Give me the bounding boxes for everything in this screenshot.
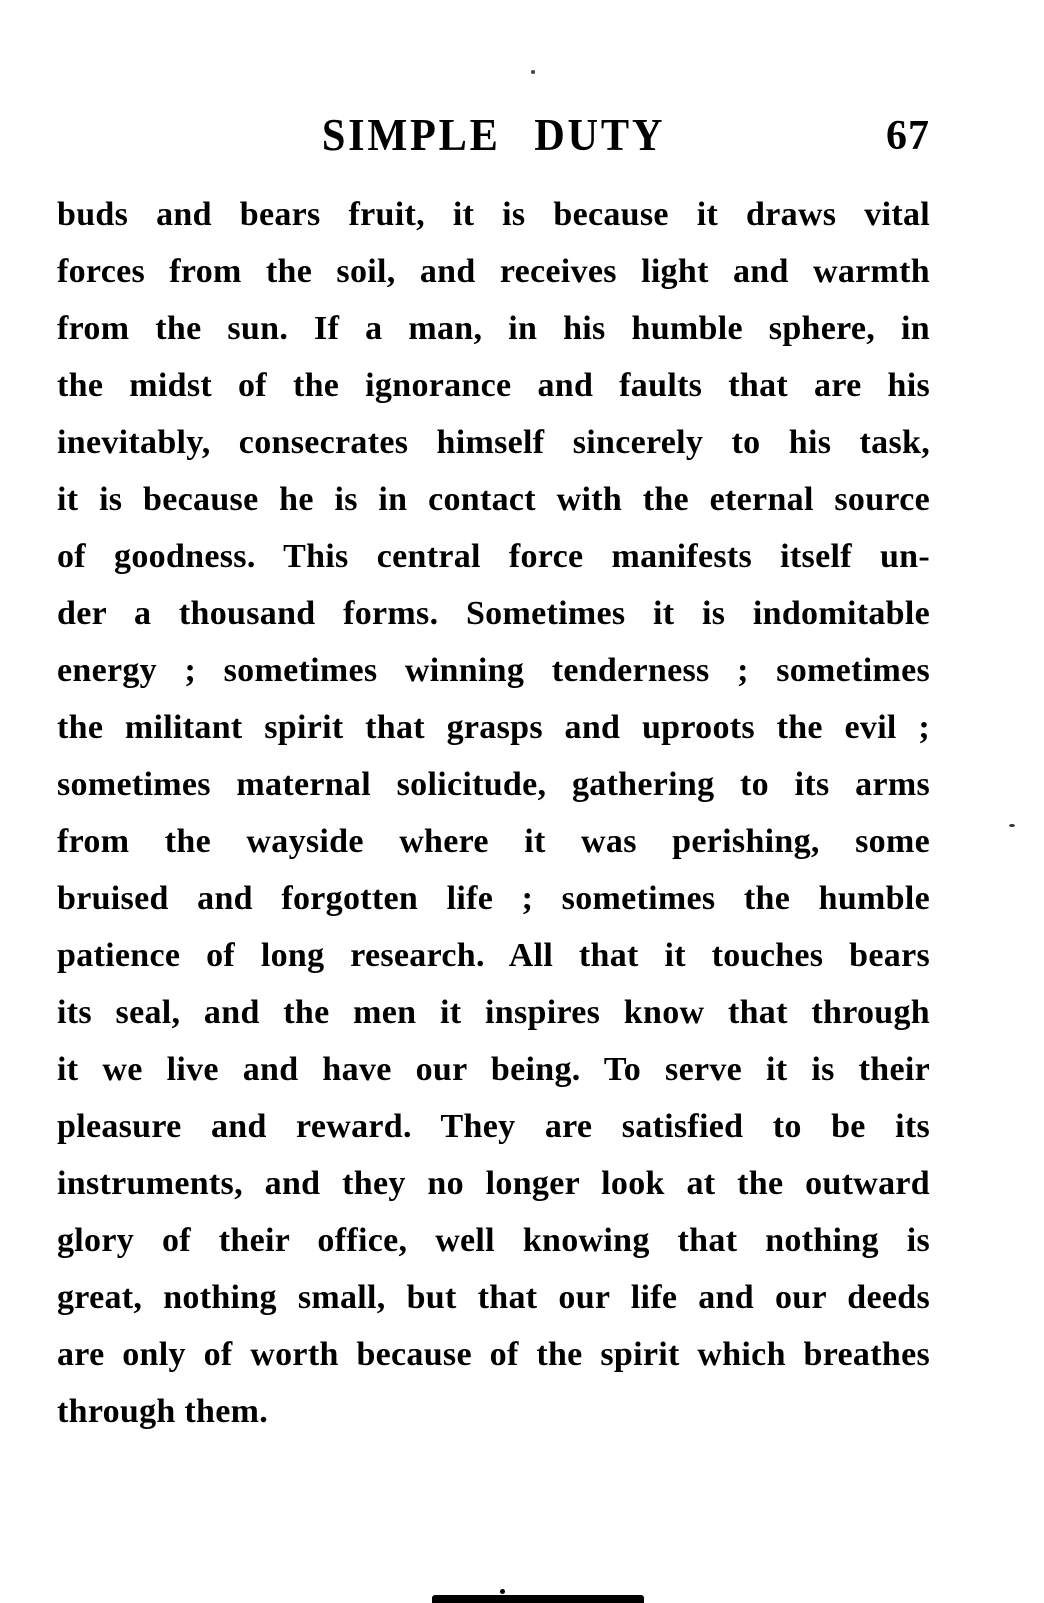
scan-artifact-bar <box>432 1595 644 1603</box>
text-line: through them. <box>57 1393 269 1430</box>
text-line: bruised and forgotten life ; sometimes the humble <box>57 880 930 917</box>
page-header <box>57 110 930 160</box>
text-line: buds and bears fruit, it is because it draws vital <box>57 196 930 233</box>
text-line: the midst of the ignorance and faults that are his <box>57 367 930 404</box>
text-line: inevitably, consecrates himself sincerely to his task, <box>57 424 930 461</box>
body-text-block <box>57 186 930 1440</box>
text-line: glory of their office, well knowing that nothing is <box>57 1222 930 1259</box>
text-line: from the sun. If a man, in his humble sphere, in <box>57 310 930 347</box>
text-line: energy ; sometimes winning tenderness ; sometimes <box>57 652 930 689</box>
text-line: it is because he is in contact with the eternal source <box>57 481 930 518</box>
text-line: instruments, and they no longer look at the outward <box>57 1165 930 1202</box>
text-line: sometimes maternal solicitude, gathering to its arms <box>57 766 930 803</box>
text-line: pleasure and reward. They are satisfied to be its <box>57 1108 930 1145</box>
text-line: great, nothing small, but that our life and our deeds <box>57 1279 930 1316</box>
text-line: patience of long research. All that it touches bears <box>57 937 930 974</box>
text-line: from the wayside where it was perishing, some <box>57 823 930 860</box>
text-line: of goodness. This central force manifests itself un- <box>57 538 930 575</box>
running-head-title: SIMPLE DUTY <box>321 109 666 160</box>
text-line: it we live and have our being. To serve it is their <box>57 1051 930 1088</box>
text-line: its seal, and the men it inspires know that through <box>57 994 930 1031</box>
page-number: 67 <box>886 113 930 159</box>
text-line: der a thousand forms. Sometimes it is indomitable <box>57 595 930 632</box>
ink-speck <box>531 70 535 74</box>
text-line: are only of worth because of the spirit which breathes <box>57 1336 930 1373</box>
ink-speck <box>1009 824 1015 827</box>
text-line: forces from the soil, and receives light and warmth <box>57 253 930 290</box>
ink-speck <box>500 1589 505 1594</box>
text-line: the militant spirit that grasps and uproots the evil ; <box>57 709 930 746</box>
